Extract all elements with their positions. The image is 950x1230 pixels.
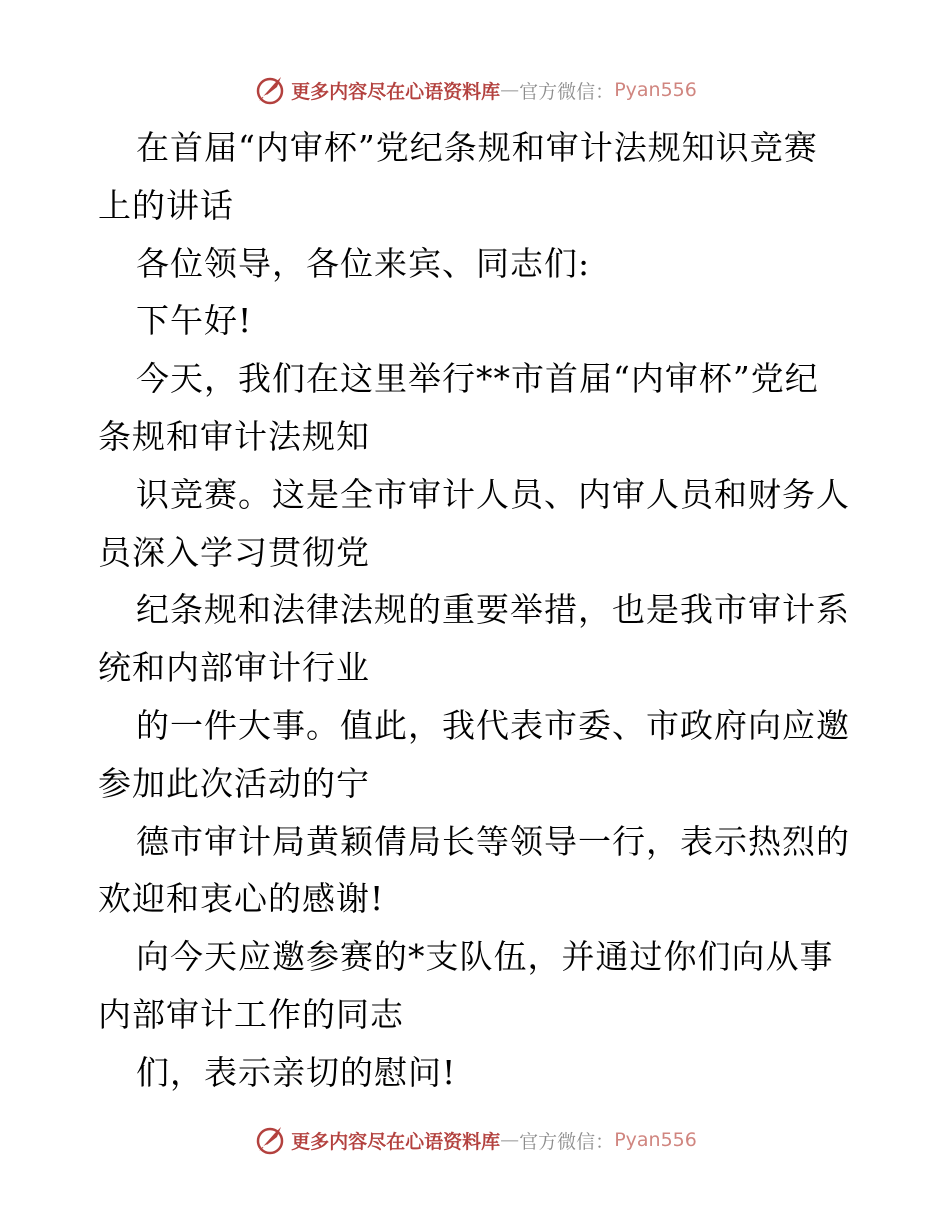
paragraph-line: 内部审计工作的同志 xyxy=(98,994,404,1034)
banner-wechat-label: 官方微信： xyxy=(519,80,615,103)
paragraph-line: 向今天应邀参赛的*支队伍，并通过你们向从事 xyxy=(136,937,834,977)
greeting: 下午好! xyxy=(136,301,253,341)
paragraph-line: 欢迎和衷心的感谢! xyxy=(98,879,385,919)
paragraph-line: 德市审计局黄颖倩局长等领导一行，表示热烈的 xyxy=(136,821,850,861)
banner-wechat-id: Pyan556 xyxy=(614,79,697,101)
paragraph-line: 们，表示亲切的慰问! xyxy=(136,1052,457,1092)
paragraph-line: 条规和审计法规知 xyxy=(98,416,370,456)
banner-title: 更多内容尽在心语资料库 xyxy=(291,80,501,103)
document-body xyxy=(98,119,858,1102)
banner-wechat-id: Pyan556 xyxy=(614,1129,697,1151)
banner-dash: — xyxy=(500,79,520,101)
paragraph-line: 统和内部审计行业 xyxy=(98,648,370,688)
paragraph-line: 今天，我们在这里举行**市首届“内审杯”党纪 xyxy=(136,359,819,399)
header-banner xyxy=(0,70,950,110)
banner-wechat-label: 官方微信： xyxy=(519,1130,615,1153)
paragraph-line: 参加此次活动的宁 xyxy=(98,763,370,803)
quill-pen-logo-icon xyxy=(253,73,287,107)
paragraph-line: 员深入学习贯彻党 xyxy=(98,532,370,572)
banner-dash: — xyxy=(500,1129,520,1151)
salutation: 各位领导，各位来宾、同志们: xyxy=(136,243,591,283)
paragraph-line: 纪条规和法律法规的重要举措，也是我市审计系 xyxy=(136,590,850,630)
title-line-2: 上的讲话 xyxy=(98,185,234,225)
title-line-1: 在首届“内审杯”党纪条规和审计法规知识竞赛 xyxy=(136,128,818,167)
paragraph-line: 的一件大事。值此，我代表市委、市政府向应邀 xyxy=(136,705,850,745)
banner-title: 更多内容尽在心语资料库 xyxy=(291,1130,501,1153)
footer-banner xyxy=(0,1120,950,1160)
quill-pen-logo-icon xyxy=(253,1123,287,1157)
paragraph-line: 识竞赛。这是全市审计人员、内审人员和财务人 xyxy=(136,474,850,514)
